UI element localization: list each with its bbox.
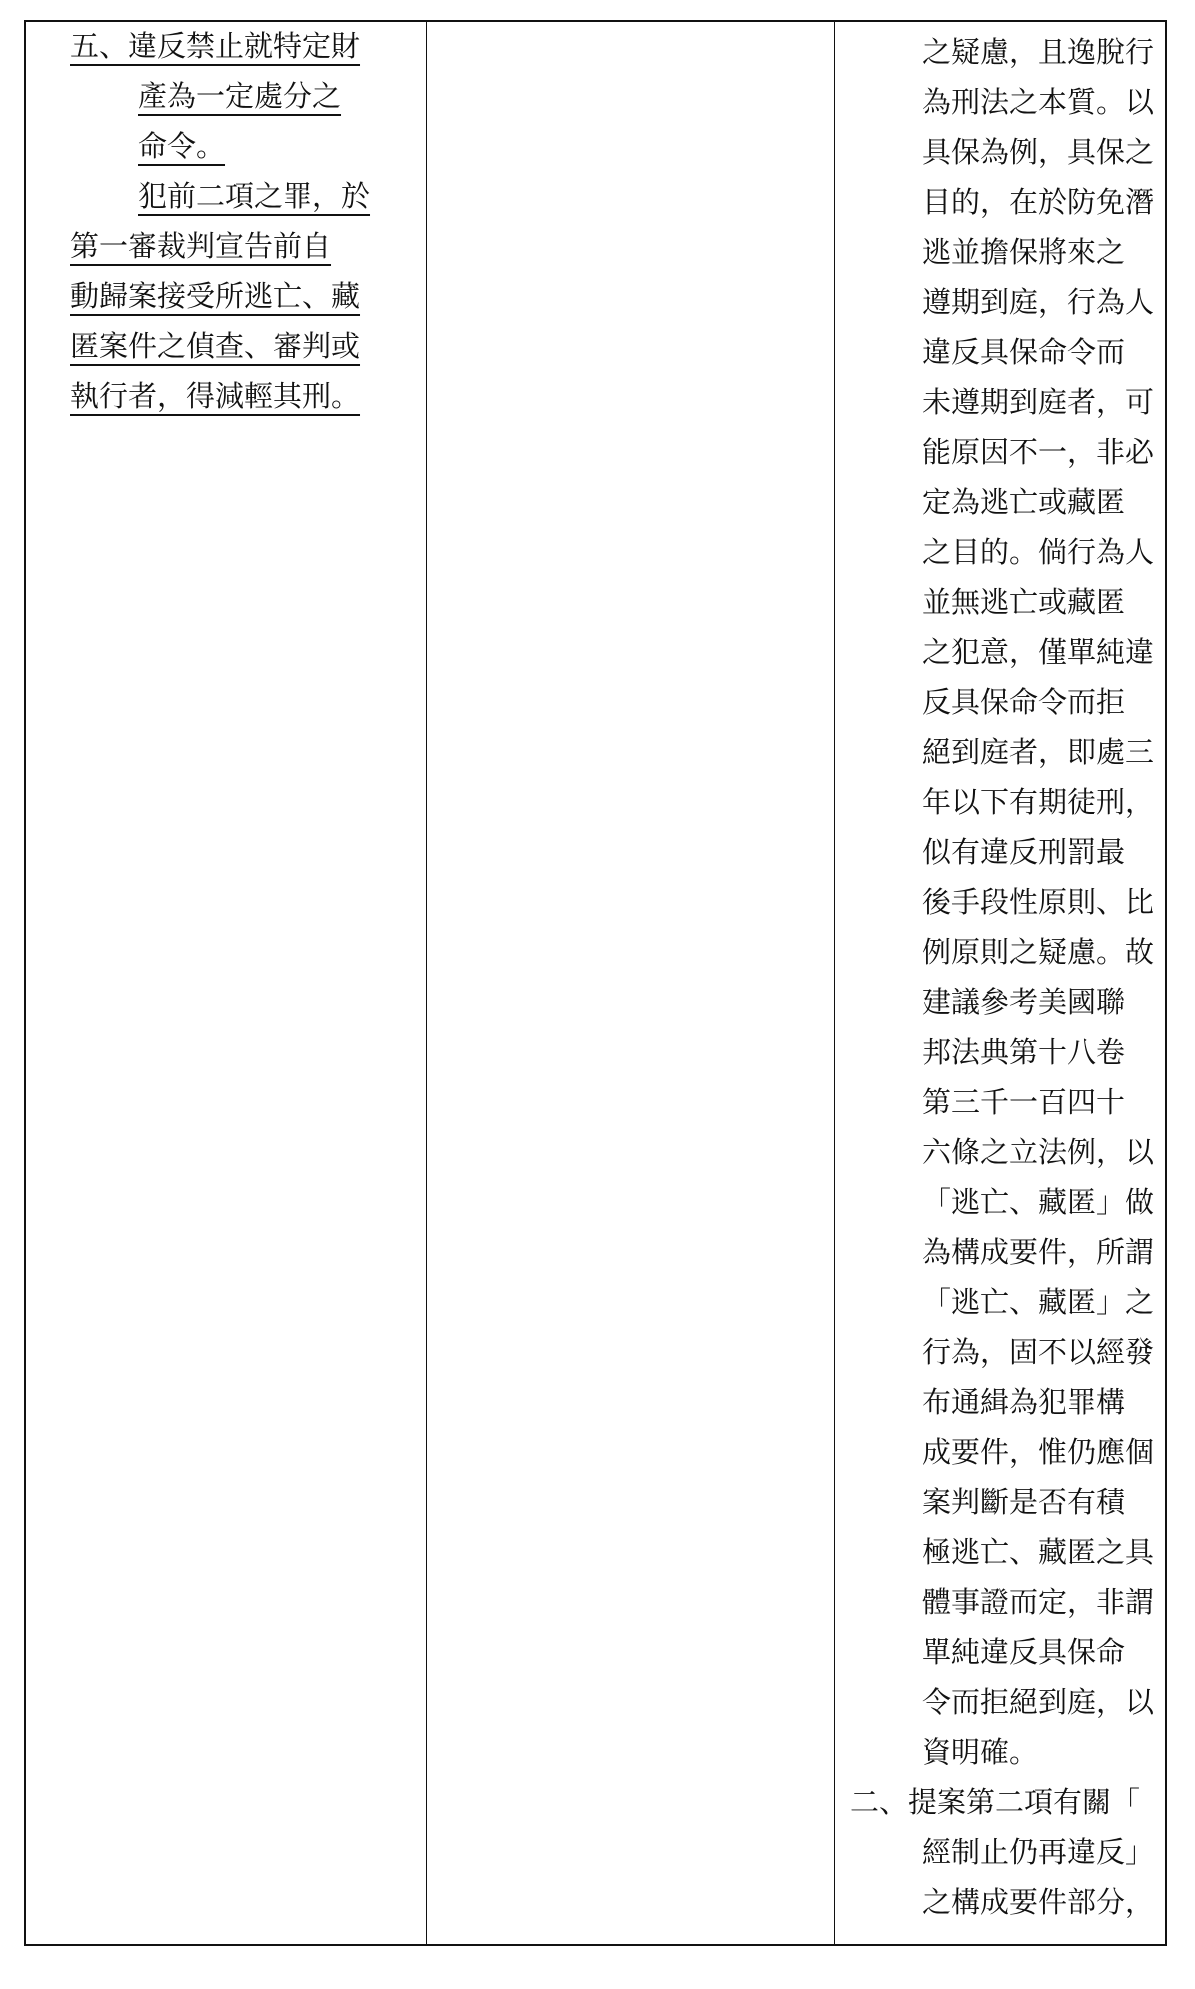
text-line: 能原因不一，非必 xyxy=(922,435,1155,469)
comparison-table xyxy=(24,20,1167,1946)
text-line: 動歸案接受所逃亡、藏 xyxy=(70,279,361,313)
text-line: 遵期到庭，行為人 xyxy=(922,285,1155,319)
text-line: 五、違反禁止就特定財 xyxy=(70,29,361,63)
text-line: 匿案件之偵查、審判或 xyxy=(70,329,361,363)
text-line: 建議參考美國聯 xyxy=(922,985,1126,1019)
text-line: 年以下有期徒刑， xyxy=(922,785,1155,819)
text-line: 成要件，惟仍應個 xyxy=(922,1435,1155,1469)
text-line: 體事證而定，非謂 xyxy=(922,1585,1155,1619)
text-line: 第一審裁判宣告前自 xyxy=(70,229,332,263)
text-line: 逃並擔保將來之 xyxy=(922,235,1126,269)
text-line: 二、提案第二項有關「 xyxy=(850,1785,1141,1819)
text-line: 之犯意，僅單純違 xyxy=(922,635,1155,669)
text-line: 資明確。 xyxy=(922,1735,1039,1769)
column-divider xyxy=(834,22,835,1944)
text-line: 經制止仍再違反」 xyxy=(922,1835,1155,1869)
text-line: 並無逃亡或藏匿 xyxy=(922,585,1126,619)
text-line: 後手段性原則、比 xyxy=(922,885,1155,919)
text-line: 反具保命令而拒 xyxy=(922,685,1126,719)
text-line: 犯前二項之罪，於 xyxy=(138,179,371,213)
text-line: 產為一定處分之 xyxy=(138,79,342,113)
text-line: 邦法典第十八卷 xyxy=(922,1035,1126,1069)
text-line: 行為，固不以經發 xyxy=(922,1335,1155,1369)
text-line: 例原則之疑慮。故 xyxy=(922,935,1155,969)
text-line: 之疑慮，且逸脫行 xyxy=(922,35,1155,69)
text-line: 違反具保命令而 xyxy=(922,335,1126,369)
text-line: 「逃亡、藏匿」之 xyxy=(922,1285,1155,1319)
text-line: 具保為例，具保之 xyxy=(922,135,1155,169)
text-line: 案判斷是否有積 xyxy=(922,1485,1126,1519)
text-line: 第三千一百四十 xyxy=(922,1085,1126,1119)
text-line: 定為逃亡或藏匿 xyxy=(922,485,1126,519)
text-line: 為刑法之本質。以 xyxy=(922,85,1155,119)
left-column xyxy=(26,22,426,1944)
text-line: 單純違反具保命 xyxy=(922,1635,1126,1669)
text-line: 極逃亡、藏匿之具 xyxy=(922,1535,1155,1569)
text-line: 未遵期到庭者，可 xyxy=(922,385,1155,419)
right-column xyxy=(836,22,1167,1944)
text-line: 目的，在於防免潛 xyxy=(922,185,1155,219)
text-line: 之目的。倘行為人 xyxy=(922,535,1155,569)
text-line: 為構成要件，所謂 xyxy=(922,1235,1155,1269)
text-line: 之構成要件部分， xyxy=(922,1885,1155,1919)
text-line: 令而拒絕到庭，以 xyxy=(922,1685,1155,1719)
text-line: 命令。 xyxy=(138,129,226,163)
text-line: 六條之立法例，以 xyxy=(922,1135,1155,1169)
middle-column xyxy=(427,22,834,1944)
text-line: 執行者，得減輕其刑。 xyxy=(70,379,361,413)
text-line: 似有違反刑罰最 xyxy=(922,835,1126,869)
text-line: 絕到庭者，即處三 xyxy=(922,735,1155,769)
text-line: 「逃亡、藏匿」做 xyxy=(922,1185,1155,1219)
text-line: 布通緝為犯罪構 xyxy=(922,1385,1126,1419)
